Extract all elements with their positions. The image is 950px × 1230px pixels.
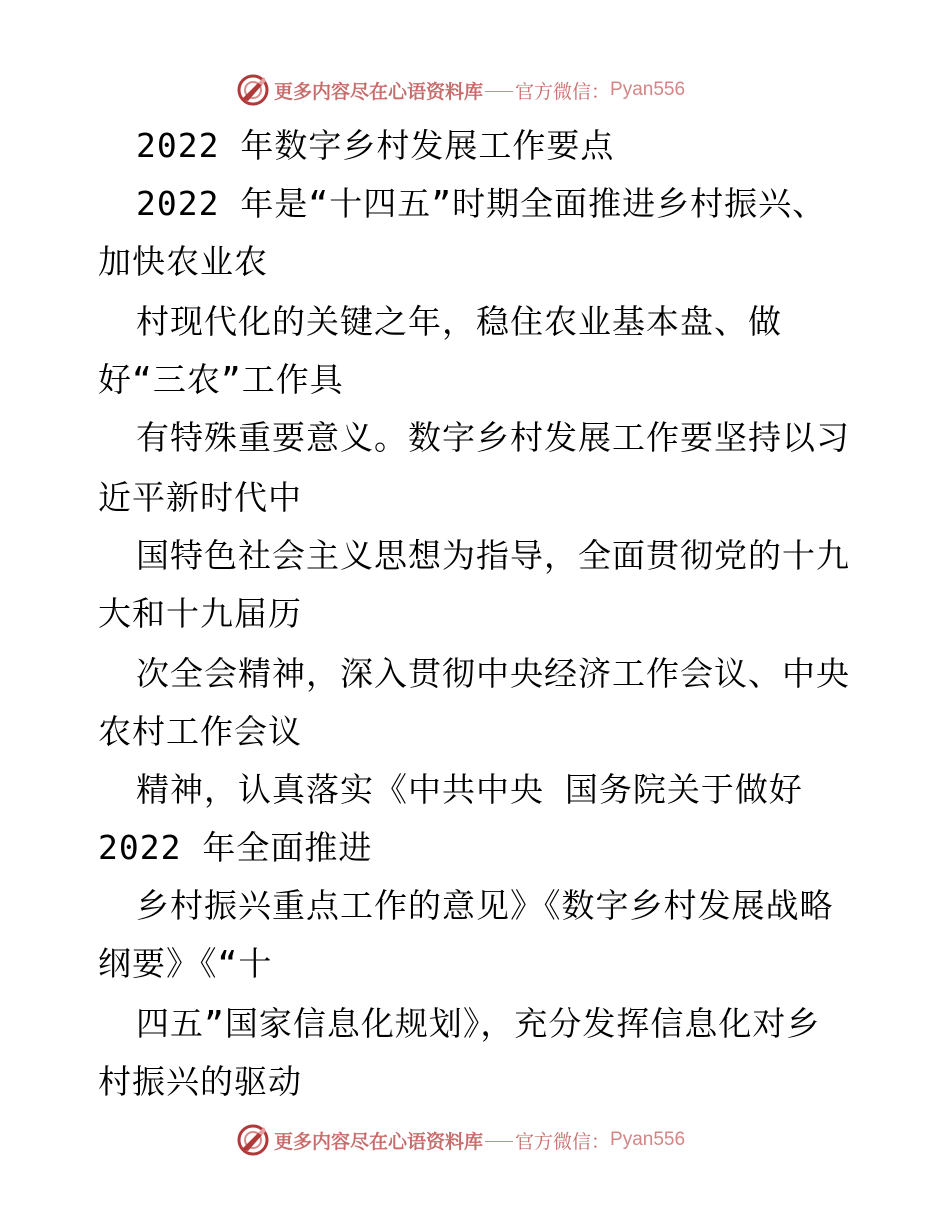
paragraph-line: 有特殊重要意义。数字乡村发展工作要坚持以习 [136, 418, 850, 457]
wechat-id: Pyan556 [610, 79, 686, 100]
header-watermark-banner [236, 72, 685, 108]
paragraph-line: 纲要》《“十 [98, 944, 273, 983]
wechat-label: 官方微信： [515, 1130, 611, 1153]
divider-dash [485, 91, 513, 92]
paragraph-line: 加快农业农 [98, 242, 268, 281]
paragraph-line: 乡村振兴重点工作的意见》《数字乡村发展战略 [136, 886, 834, 925]
paragraph-line: 大和十九届历 [98, 594, 302, 633]
wechat-label: 官方微信： [515, 80, 611, 103]
paragraph-line: 2022 年是“十四五”时期全面推进乡村振兴、 [136, 184, 827, 223]
paragraph-line: 四五”国家信息化规划》，充分发挥信息化对乡 [136, 1004, 821, 1043]
paragraph-line: 2022 年全面推进 [98, 828, 373, 867]
logo-icon [236, 1123, 270, 1157]
site-name-text: 更多内容尽在心语资料库 [274, 1130, 484, 1153]
paragraph-line: 精神，认真落实《中共中央 国务院关于做好 [136, 770, 803, 809]
paragraph-line: 村现代化的关键之年，稳住农业基本盘、做 [136, 302, 782, 341]
wechat-id: Pyan556 [610, 1129, 686, 1150]
paragraph-line: 村振兴的驱动 [98, 1062, 302, 1101]
footer-watermark-banner [236, 1122, 685, 1158]
paragraph-line: 国特色社会主义思想为指导，全面贯彻党的十九 [136, 536, 850, 575]
paragraph-line: 近平新时代中 [98, 478, 302, 517]
paragraph-line: 好“三农”工作具 [98, 360, 344, 399]
paragraph-line: 农村工作会议 [98, 712, 302, 751]
divider-dash [485, 1141, 513, 1142]
site-name-text: 更多内容尽在心语资料库 [274, 80, 484, 103]
paragraph-line: 次全会精神，深入贯彻中央经济工作会议、中央 [136, 654, 850, 693]
logo-icon [236, 73, 270, 107]
document-title: 2022 年数字乡村发展工作要点 [136, 126, 615, 165]
